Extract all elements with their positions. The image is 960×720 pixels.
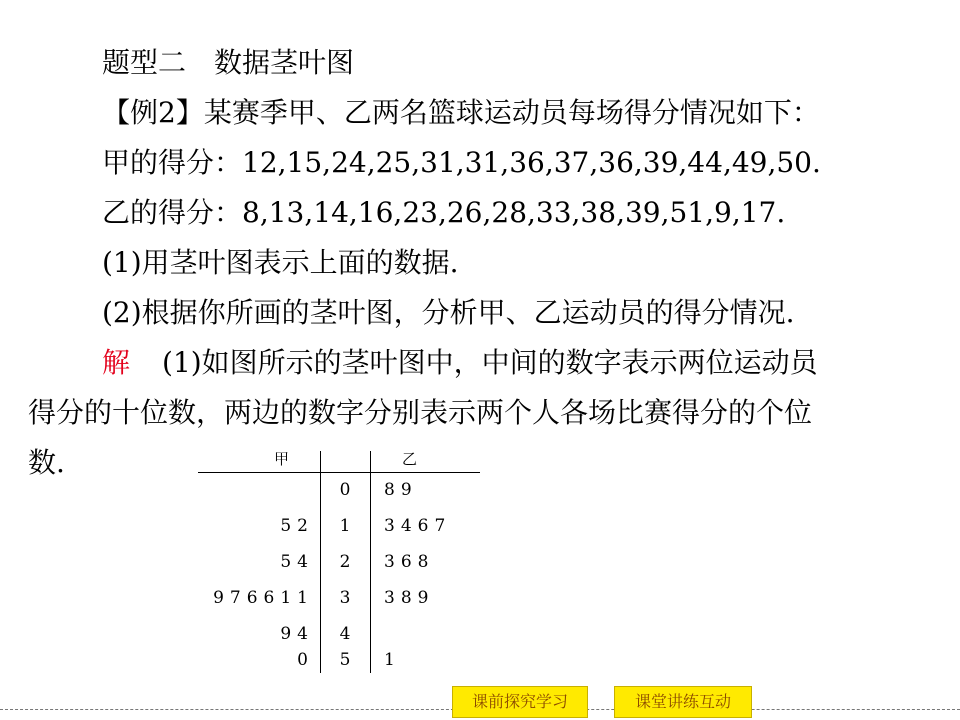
jia-scores-line: [102, 145, 821, 181]
solution-line-1: [102, 345, 818, 381]
header-divider: [198, 472, 480, 473]
solution-text-1: (1)如图所示的茎叶图中，中间的数字表示两位运动员: [162, 346, 818, 379]
right-leaves: 3467: [384, 516, 452, 536]
left-leaves: 54: [280, 552, 314, 572]
header-yi: 乙: [402, 450, 418, 468]
stem: 2: [339, 552, 351, 572]
right-leaves: 389: [384, 588, 435, 608]
left-leaves: 94: [280, 624, 314, 644]
right-leaves: 1: [384, 650, 401, 670]
yi-label: 乙的得分：: [102, 196, 243, 229]
stem: 1: [339, 516, 351, 536]
solution-mark: 解: [102, 346, 131, 379]
question-1: (1)用茎叶图表示上面的数据.: [102, 246, 459, 279]
section-heading: 题型二 数据茎叶图: [102, 46, 355, 79]
right-leaves: 89: [384, 480, 418, 500]
example-tag: 【例2】: [102, 96, 204, 129]
stem-row: [198, 583, 480, 613]
stem-leaf-plot: [198, 445, 480, 675]
yi-scores-line: [102, 195, 785, 231]
stem: 5: [339, 650, 351, 670]
left-leaves: 52: [280, 516, 314, 536]
stem: 4: [339, 624, 351, 644]
solution-line-3: 数.: [28, 446, 65, 479]
jia-label: 甲的得分：: [102, 146, 243, 179]
pre-class-study-button[interactable]: 课前探究学习: [452, 686, 588, 718]
stem: 0: [339, 480, 351, 500]
header-jia: 甲: [274, 450, 290, 468]
stem: 3: [339, 588, 351, 608]
example-line: [102, 95, 820, 131]
yi-values: 8,13,14,16,23,26,28,33,38,39,51,9,17.: [242, 196, 786, 229]
stem-row: [198, 645, 480, 675]
right-leaves: 368: [384, 552, 435, 572]
left-leaves: 0: [297, 650, 314, 670]
stem-row: [198, 511, 480, 541]
question-2: (2)根据你所画的茎叶图，分析甲、乙运动员的得分情况.: [102, 296, 795, 329]
left-leaves: 976611: [213, 588, 314, 608]
jia-values: 12,15,24,25,31,31,36,37,36,39,44,49,50.: [242, 146, 821, 179]
example-text: 某赛季甲、乙两名篮球运动员每场得分情况如下：: [203, 96, 820, 129]
in-class-interaction-button[interactable]: 课堂讲练互动: [614, 686, 752, 718]
stem-row: [198, 547, 480, 577]
solution-line-2: 得分的十位数，两边的数字分别表示两个人各场比赛得分的个位: [28, 396, 813, 429]
stem-row: [198, 475, 480, 505]
